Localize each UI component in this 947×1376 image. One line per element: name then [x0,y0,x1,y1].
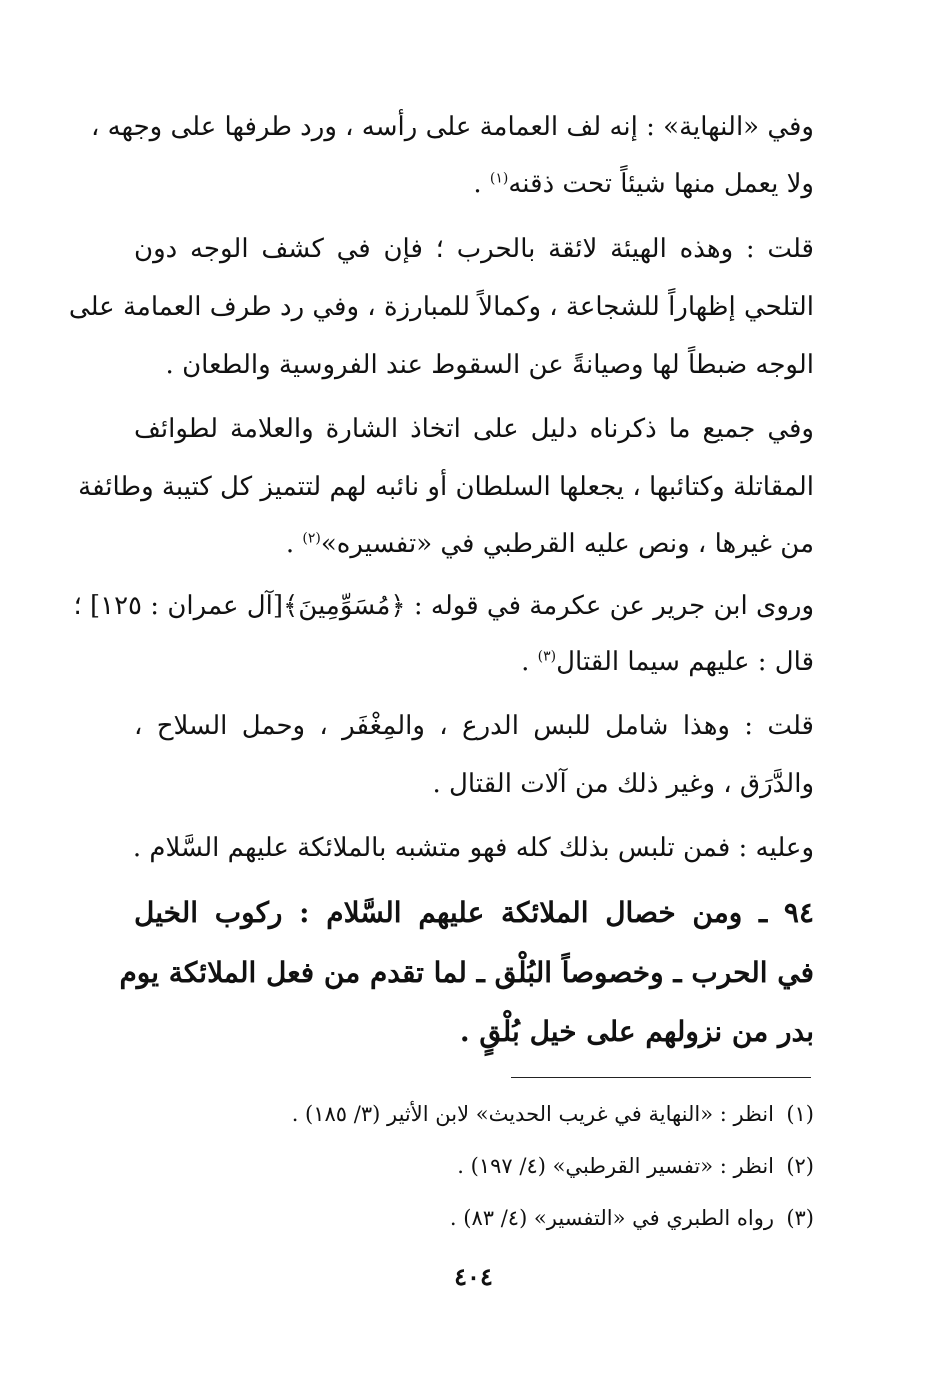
footnote-ref[interactable]: (١) [489,170,509,187]
body-line [134,160,814,208]
line-tail: . [473,169,490,199]
line-text: وفي جميع ما ذكرناه دليل على اتخاذ الشارة والعلامة لطوائف [134,414,814,444]
footnote-text: رواه الطبري في «التفسير» (٤/ ٨٣) . [449,1206,774,1230]
line-text: المقاتلة وكتائبها ، يجعلها السلطان أو نائبه لهم لتتميز كل كتيبة وطائفة [78,472,814,502]
body-line [134,225,814,273]
footnote-ref[interactable]: (٣) [537,648,557,665]
footnote-number: (٣) [786,1206,814,1230]
line-text: والدَّرَق ، وغير ذلك من آلات القتال . [432,769,814,799]
body-line [134,760,814,808]
section-heading-line [134,1008,814,1056]
line-text: من غيرها ، ونص عليه القرطبي في «تفسيره» [320,529,814,559]
footnote-text: انظر : «النهاية في غريب الحديث» لابن الأثير (٣/ ١٨٥) . [291,1102,774,1126]
line-text: ٩٤ ـ ومن خصال الملائكة عليهم السَّلام : ركوب الخيل [134,896,814,929]
line-text: ولا يعمل منها شيئاً تحت ذقنه [508,169,814,199]
body-line [68,283,814,331]
line-text: وفي «النهاية» : إنه لف العمامة على رأسه ، ورد طرفها على وجهه ، [91,112,814,142]
footnote [134,1094,814,1134]
line-text: في الحرب ـ وخصوصاً البُلْق ـ لما تقدم من فعل الملائكة يوم [119,956,814,989]
body-line [134,405,814,453]
body-line [134,702,814,750]
section-heading-line [119,949,814,997]
footnote-separator [511,1077,811,1078]
body-line [134,638,814,686]
line-text: بدر من نزولهم على خيل بُلْقٍ . [459,1015,814,1048]
body-line [134,824,814,872]
line-text: التلحي إظهاراً للشجاعة ، وكمالاً للمبارزة ، وفي رد طرف العمامة على [68,292,814,322]
line-text: قلت : وهذه الهيئة لائقة بالحرب ؛ فإن في كشف الوجه دون [134,234,814,264]
section-heading-line [134,889,814,937]
body-line [78,463,814,511]
line-tail: . [521,647,538,677]
body-line [134,341,814,389]
footnote-text: انظر : «تفسير القرطبي» (٤/ ١٩٧) . [457,1154,774,1178]
line-tail: . [285,529,303,559]
body-line [91,103,814,151]
line-text: قال : عليهم سيما القتال [556,647,814,677]
line-text: الوجه ضبطاً لها وصيانةً عن السقوط عند الفروسية والطعان . [165,350,814,380]
line-text: وعليه : فمن تلبس بذلك كله فهو متشبه بالملائكة عليهم السَّلام . [132,833,814,863]
line-text: وروى ابن جرير عن عكرمة في قوله : ﴿مُسَوِّمِينَ﴾[آل عمران : ١٢٥] ؛ [73,591,814,621]
page-number: ٤٠٤ [454,1262,493,1291]
footnote [134,1198,814,1238]
footnote-number: (١) [786,1102,814,1126]
line-text: قلت : وهذا شامل للبس الدرع ، والمِغْفَر ، وحمل السلاح ، [134,711,814,741]
body-line [73,582,814,630]
footnote [134,1146,814,1186]
body-line [134,520,814,568]
footnote-number: (٢) [786,1154,814,1178]
footnote-ref[interactable]: (٢) [302,530,321,547]
